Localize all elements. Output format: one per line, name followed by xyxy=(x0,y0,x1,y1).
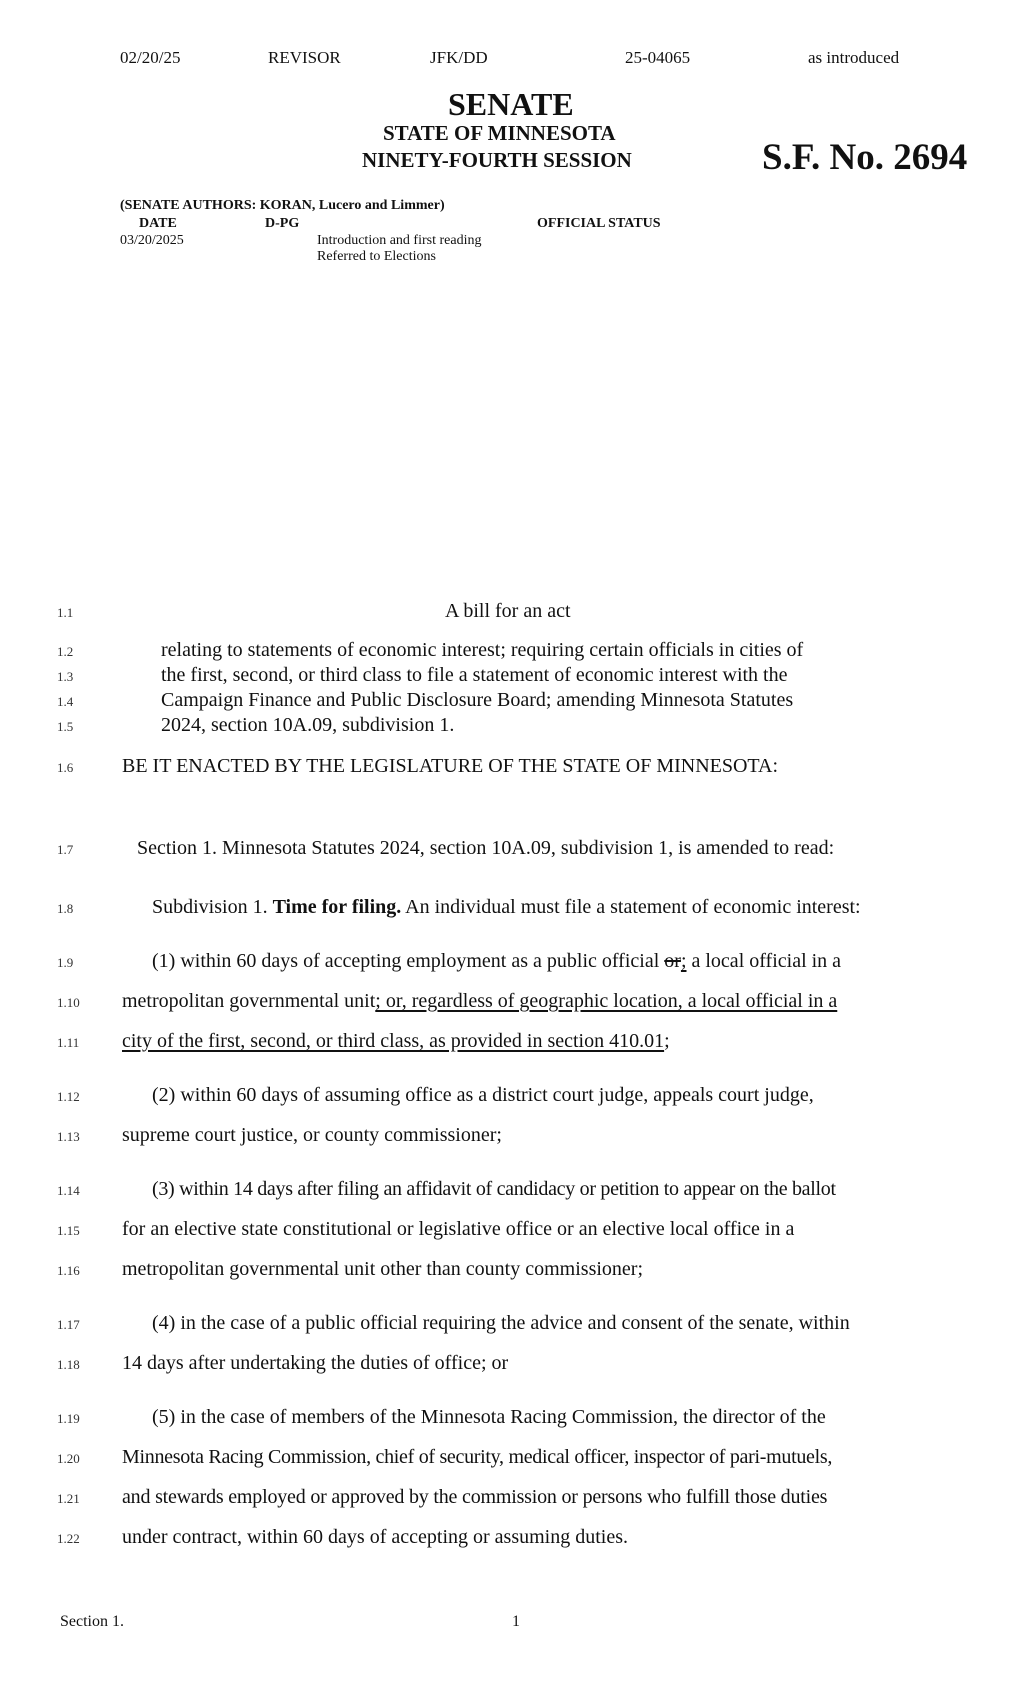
line-number: 1.5 xyxy=(57,719,74,734)
line-number: 1.2 xyxy=(57,644,74,659)
clause-text: (1) within 60 days of accepting employment as a public official xyxy=(152,950,665,972)
section-heading: Section 1. Minnesota Statutes 2024, section 10A.09, subdivision 1, is amended to read: xyxy=(137,837,835,859)
line-number: 1.14 xyxy=(57,1183,80,1198)
clause-1-line xyxy=(152,950,841,973)
line-number: 1.8 xyxy=(57,901,74,916)
header-doc-number: 25-04065 xyxy=(625,48,691,67)
line-number: 1.11 xyxy=(57,1035,80,1050)
bill-description-line: Campaign Finance and Public Disclosure Board; amending Minnesota Statutes xyxy=(161,689,794,711)
line-number: 1.12 xyxy=(57,1089,80,1104)
line-number: 1.3 xyxy=(57,669,74,684)
clause-4-line: 14 days after undertaking the duties of office; or xyxy=(122,1352,509,1374)
bill-title: A bill for an act xyxy=(445,600,571,622)
line-number: 1.1 xyxy=(57,605,74,620)
inserted-text: ; or, regardless of geographic location, a local official in a xyxy=(375,990,838,1012)
clause-4-line: (4) in the case of a public official requiring the advice and consent of the senate, within xyxy=(152,1312,850,1334)
line-number: 1.9 xyxy=(57,955,74,970)
senate-authors: (SENATE AUTHORS: KORAN, Lucero and Limmer) xyxy=(120,198,445,213)
status-header-date: DATE xyxy=(139,216,177,231)
subdivision-text: An individual must file a statement of economic interest: xyxy=(401,896,861,918)
clause-3-line: metropolitan governmental unit other than county commissioner; xyxy=(122,1258,643,1280)
status-row-action-1: Introduction and first reading xyxy=(317,233,482,248)
line-number: 1.15 xyxy=(57,1223,80,1238)
line-number: 1.19 xyxy=(57,1411,80,1426)
enacting-clause: BE IT ENACTED BY THE LEGISLATURE OF THE STATE OF MINNESOTA: xyxy=(122,755,779,777)
clause-text: ; xyxy=(664,1030,670,1052)
footer-section: Section 1. xyxy=(60,1613,124,1630)
subdivision-label: Subdivision 1. xyxy=(152,896,273,918)
clause-5-line: and stewards employed or approved by the commission or persons who fulfill those duties xyxy=(122,1486,828,1508)
header-initials: JFK/DD xyxy=(430,48,488,67)
inserted-text: ; xyxy=(680,950,687,972)
line-number: 1.18 xyxy=(57,1357,80,1372)
status-row-action-2: Referred to Elections xyxy=(317,249,436,264)
clause-1-line xyxy=(122,990,837,1013)
state-title: STATE OF MINNESOTA xyxy=(383,121,616,145)
page-number: 1 xyxy=(512,1613,520,1630)
subdivision-heading xyxy=(152,896,861,919)
clause-5-line: (5) in the case of members of the Minnesota Racing Commission, the director of the xyxy=(152,1406,826,1428)
clause-3-line: (3) within 14 days after filing an affidavit of candidacy or petition to appear on the ballot xyxy=(152,1178,836,1200)
status-row-date: 03/20/2025 xyxy=(120,233,184,248)
header-date: 02/20/25 xyxy=(120,48,181,67)
line-number: 1.6 xyxy=(57,760,74,775)
clause-3-line: for an elective state constitutional or legislative office or an elective local office in a xyxy=(122,1218,795,1240)
header-office: REVISOR xyxy=(268,48,341,67)
bill-description-line: the first, second, or third class to file a statement of economic interest with the xyxy=(161,664,788,686)
bill-description-line: 2024, section 10A.09, subdivision 1. xyxy=(161,714,455,736)
clause-text: a local official in a xyxy=(686,950,842,972)
session-title: NINETY-FOURTH SESSION xyxy=(362,148,632,172)
bill-description-line: relating to statements of economic interest; requiring certain officials in cities of xyxy=(161,639,804,661)
clause-1-line xyxy=(122,1030,670,1053)
clause-2-line: (2) within 60 days of assuming office as a district court judge, appeals court judge, xyxy=(152,1084,814,1106)
header-status: as introduced xyxy=(808,48,900,67)
clause-5-line: under contract, within 60 days of accepting or assuming duties. xyxy=(122,1526,628,1548)
status-header-dpg: D-PG xyxy=(265,216,300,231)
line-number: 1.17 xyxy=(57,1317,80,1332)
line-number: 1.7 xyxy=(57,842,74,857)
inserted-text: city of the first, second, or third class, as provided in section 410.01 xyxy=(122,1030,665,1052)
deleted-text: or xyxy=(664,950,681,972)
clause-5-line: Minnesota Racing Commission, chief of security, medical officer, inspector of pari-mutuels, xyxy=(122,1446,833,1468)
status-header-official-status: OFFICIAL STATUS xyxy=(537,216,661,231)
bill-number: S.F. No. 2694 xyxy=(762,137,968,178)
line-number: 1.22 xyxy=(57,1531,80,1546)
line-number: 1.4 xyxy=(57,694,74,709)
subdivision-title: Time for filing. xyxy=(272,896,402,918)
line-number: 1.13 xyxy=(57,1129,80,1144)
line-number: 1.10 xyxy=(57,995,80,1010)
clause-text: metropolitan governmental unit xyxy=(122,990,376,1012)
line-number: 1.21 xyxy=(57,1491,80,1506)
line-number: 1.16 xyxy=(57,1263,80,1278)
line-number: 1.20 xyxy=(57,1451,80,1466)
chamber-title: SENATE xyxy=(448,86,574,122)
clause-2-line: supreme court justice, or county commissioner; xyxy=(122,1124,502,1146)
